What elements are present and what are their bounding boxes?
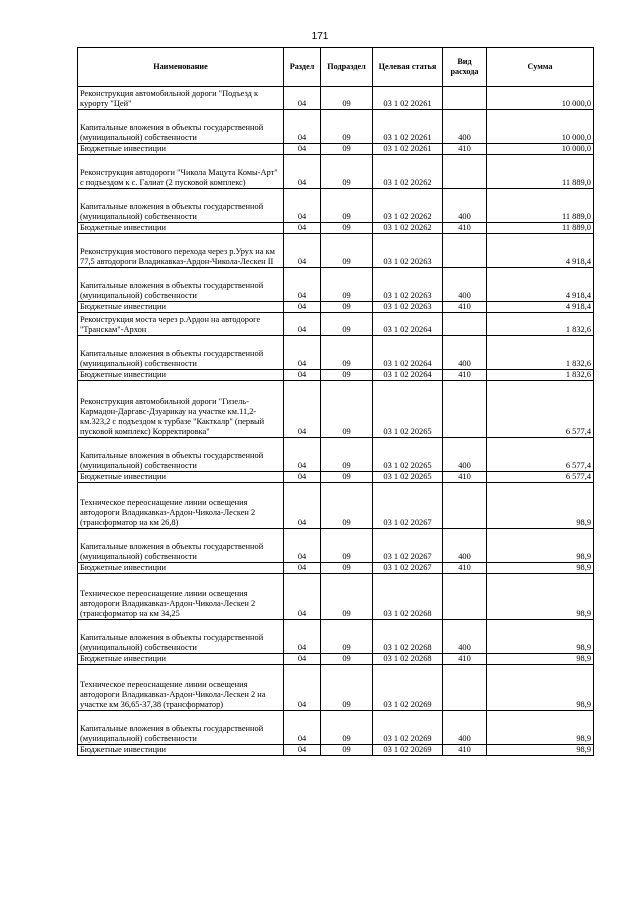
table-cell-target-item: 03 1 02 20265 [373, 438, 443, 472]
table-cell-amount: 6 577,4 [487, 438, 594, 472]
table-cell-name: Капитальные вложения в объекты государственной (муниципальной) собственности [78, 268, 284, 302]
table-cell-target-item: 03 1 02 20268 [373, 620, 443, 654]
table-cell-expense-type: 410 [443, 654, 487, 665]
table-cell-name: Капитальные вложения в объекты государственной (муниципальной) собственности [78, 336, 284, 370]
table-cell-name: Бюджетные инвестиции [78, 144, 284, 155]
table-row [78, 313, 594, 336]
table-cell-subsection: 09 [321, 620, 373, 654]
table-row [78, 370, 594, 381]
table-cell-section: 04 [284, 144, 321, 155]
col-header-name: Наименование [78, 48, 284, 87]
table-cell-section: 04 [284, 620, 321, 654]
table-cell-name: Капитальные вложения в объекты государственной (муниципальной) собственности [78, 529, 284, 563]
table-row [78, 223, 594, 234]
table-cell-expense-type [443, 381, 487, 438]
table-cell-subsection: 09 [321, 234, 373, 268]
table-cell-target-item: 03 1 02 20264 [373, 370, 443, 381]
table-cell-expense-type: 400 [443, 529, 487, 563]
table-cell-section: 04 [284, 189, 321, 223]
table-row [78, 711, 594, 745]
table-cell-target-item: 03 1 02 20262 [373, 189, 443, 223]
table-header-row [78, 48, 594, 87]
col-header-section: Раздел [284, 48, 321, 87]
table-cell-name: Техническое переоснащение линии освещения автодороги Владикавказ-Ардон-Чикола-Лескен 2 на участке км 36,65-37,38 (трансформатор) [78, 665, 284, 711]
table-cell-expense-type: 410 [443, 563, 487, 574]
table-cell-amount: 1 832,6 [487, 313, 594, 336]
table-cell-expense-type: 400 [443, 189, 487, 223]
table-cell-expense-type [443, 234, 487, 268]
table-cell-section: 04 [284, 563, 321, 574]
table-cell-target-item: 03 1 02 20269 [373, 711, 443, 745]
table-cell-expense-type: 400 [443, 711, 487, 745]
table-cell-section: 04 [284, 381, 321, 438]
table-cell-expense-type [443, 155, 487, 189]
table-cell-target-item: 03 1 02 20262 [373, 223, 443, 234]
table-row [78, 144, 594, 155]
table-cell-target-item: 03 1 02 20261 [373, 87, 443, 110]
table-cell-name: Бюджетные инвестиции [78, 302, 284, 313]
table-cell-amount: 10 000,0 [487, 110, 594, 144]
table-row [78, 438, 594, 472]
table-cell-amount: 1 832,6 [487, 370, 594, 381]
table-cell-target-item: 03 1 02 20261 [373, 110, 443, 144]
table-cell-target-item: 03 1 02 20263 [373, 268, 443, 302]
table-cell-target-item: 03 1 02 20268 [373, 654, 443, 665]
table-cell-expense-type: 410 [443, 144, 487, 155]
table-cell-name: Техническое переоснащение линии освещения автодороги Владикавказ-Ардон-Чикола-Лескен 2 (трансформатор на км 34,25 [78, 574, 284, 620]
table-cell-expense-type: 410 [443, 370, 487, 381]
table-cell-expense-type [443, 483, 487, 529]
table-cell-name: Капитальные вложения в объекты государственной (муниципальной) собственности [78, 438, 284, 472]
table-cell-subsection: 09 [321, 665, 373, 711]
table-row [78, 654, 594, 665]
col-header-expense-type: Вид расхода [443, 48, 487, 87]
table-cell-section: 04 [284, 370, 321, 381]
table-cell-subsection: 09 [321, 745, 373, 756]
table-cell-name: Реконструкция автомобильной дороги "Подъезд к курорту "Цей" [78, 87, 284, 110]
table-cell-target-item: 03 1 02 20269 [373, 745, 443, 756]
table-cell-subsection: 09 [321, 336, 373, 370]
table-cell-subsection: 09 [321, 563, 373, 574]
table-cell-amount: 98,9 [487, 483, 594, 529]
table-cell-section: 04 [284, 654, 321, 665]
table-cell-section: 04 [284, 472, 321, 483]
table-cell-target-item: 03 1 02 20264 [373, 313, 443, 336]
table-cell-amount: 98,9 [487, 563, 594, 574]
table-row [78, 665, 594, 711]
table-cell-subsection: 09 [321, 438, 373, 472]
table-cell-subsection: 09 [321, 87, 373, 110]
table-cell-name: Бюджетные инвестиции [78, 563, 284, 574]
table-cell-amount: 4 918,4 [487, 268, 594, 302]
table-cell-expense-type: 400 [443, 438, 487, 472]
table-cell-name: Реконструкция моста через р.Ардон на автодороге "Транскам"-Архон [78, 313, 284, 336]
table-cell-name: Капитальные вложения в объекты государственной (муниципальной) собственности [78, 620, 284, 654]
table-row [78, 155, 594, 189]
table-row [78, 620, 594, 654]
table-cell-amount: 1 832,6 [487, 336, 594, 370]
table-cell-expense-type: 410 [443, 745, 487, 756]
table-cell-amount: 11 889,0 [487, 189, 594, 223]
table-cell-amount: 98,9 [487, 620, 594, 654]
table-cell-name: Реконструкция мостового перехода через р.Урух на км 77,5 автодороги Владикавказ-Ардон-Чикола-Лескен II [78, 234, 284, 268]
table-cell-amount: 98,9 [487, 529, 594, 563]
table-cell-target-item: 03 1 02 20267 [373, 563, 443, 574]
table-cell-name: Реконструкция автомобильной дороги "Гизель-Кармадон-Даргавс-Дзуарикау на участке км.11,2-км.323,2 с подъездом к турбазе "Какткалр" (первый пусковой комплекс) Корректировка" [78, 381, 284, 438]
table-cell-section: 04 [284, 745, 321, 756]
table-row [78, 302, 594, 313]
table-cell-name: Бюджетные инвестиции [78, 472, 284, 483]
table-cell-subsection: 09 [321, 110, 373, 144]
table-cell-target-item: 03 1 02 20264 [373, 336, 443, 370]
table-cell-name: Капитальные вложения в объекты государственной (муниципальной) собственности [78, 711, 284, 745]
table-cell-amount: 98,9 [487, 574, 594, 620]
table-cell-section: 04 [284, 313, 321, 336]
table-cell-subsection: 09 [321, 483, 373, 529]
table-cell-expense-type [443, 87, 487, 110]
table-cell-subsection: 09 [321, 654, 373, 665]
table-row [78, 87, 594, 110]
col-header-target-item: Целевая статья [373, 48, 443, 87]
table-row [78, 381, 594, 438]
table-row [78, 268, 594, 302]
table-cell-target-item: 03 1 02 20269 [373, 665, 443, 711]
table-cell-section: 04 [284, 110, 321, 144]
table-cell-target-item: 03 1 02 20267 [373, 529, 443, 563]
table-cell-amount: 98,9 [487, 654, 594, 665]
table-cell-amount: 11 889,0 [487, 223, 594, 234]
table-cell-section: 04 [284, 268, 321, 302]
table-cell-section: 04 [284, 155, 321, 189]
table-cell-expense-type [443, 665, 487, 711]
table-cell-amount: 98,9 [487, 665, 594, 711]
table-cell-target-item: 03 1 02 20265 [373, 381, 443, 438]
table-cell-section: 04 [284, 234, 321, 268]
table-cell-section: 04 [284, 87, 321, 110]
table-cell-target-item: 03 1 02 20267 [373, 483, 443, 529]
table-row [78, 234, 594, 268]
table-cell-section: 04 [284, 223, 321, 234]
table-cell-expense-type [443, 574, 487, 620]
table-row [78, 529, 594, 563]
col-header-subsection: Подраздел [321, 48, 373, 87]
budget-table [77, 47, 594, 756]
table-cell-subsection: 09 [321, 711, 373, 745]
table-cell-name: Бюджетные инвестиции [78, 370, 284, 381]
table-cell-subsection: 09 [321, 302, 373, 313]
table-cell-expense-type [443, 313, 487, 336]
table-cell-section: 04 [284, 483, 321, 529]
table-cell-subsection: 09 [321, 370, 373, 381]
table-cell-expense-type: 400 [443, 110, 487, 144]
page-number: 171 [311, 31, 329, 42]
table-cell-name: Техническое переоснащение линии освещения автодороги Владикавказ-Ардон-Чикола-Лескен 2 (трансформатор на км 26,8) [78, 483, 284, 529]
table-cell-target-item: 03 1 02 20261 [373, 144, 443, 155]
table-cell-expense-type: 410 [443, 223, 487, 234]
table-cell-name: Капитальные вложения в объекты государственной (муниципальной) собственности [78, 189, 284, 223]
table-cell-amount: 98,9 [487, 745, 594, 756]
table-cell-section: 04 [284, 529, 321, 563]
table-cell-expense-type: 400 [443, 268, 487, 302]
table-cell-amount: 10 000,0 [487, 144, 594, 155]
table-cell-name: Реконструкция автодороги "Чикола Мацута Комы-Арт" с подъездом к с. Галиат (2 пусковой комплекс) [78, 155, 284, 189]
table-cell-section: 04 [284, 665, 321, 711]
table-cell-expense-type: 400 [443, 620, 487, 654]
table-cell-target-item: 03 1 02 20265 [373, 472, 443, 483]
table-cell-name: Бюджетные инвестиции [78, 745, 284, 756]
table-cell-subsection: 09 [321, 313, 373, 336]
table-cell-name: Бюджетные инвестиции [78, 654, 284, 665]
table-cell-subsection: 09 [321, 144, 373, 155]
table-cell-amount: 6 577,4 [487, 472, 594, 483]
table-row [78, 336, 594, 370]
table-cell-target-item: 03 1 02 20262 [373, 155, 443, 189]
table-cell-target-item: 03 1 02 20263 [373, 302, 443, 313]
table-cell-subsection: 09 [321, 574, 373, 620]
table-row [78, 563, 594, 574]
table-cell-name: Бюджетные инвестиции [78, 223, 284, 234]
table-cell-subsection: 09 [321, 529, 373, 563]
table-cell-subsection: 09 [321, 472, 373, 483]
table-cell-section: 04 [284, 302, 321, 313]
table-cell-target-item: 03 1 02 20263 [373, 234, 443, 268]
table-cell-subsection: 09 [321, 223, 373, 234]
table-cell-section: 04 [284, 336, 321, 370]
table-cell-amount: 10 000,0 [487, 87, 594, 110]
table-cell-subsection: 09 [321, 189, 373, 223]
table-cell-subsection: 09 [321, 268, 373, 302]
table-cell-name: Капитальные вложения в объекты государственной (муниципальной) собственности [78, 110, 284, 144]
table-cell-amount: 6 577,4 [487, 381, 594, 438]
table-cell-amount: 4 918,4 [487, 302, 594, 313]
table-row [78, 745, 594, 756]
table-cell-amount: 98,9 [487, 711, 594, 745]
table-cell-target-item: 03 1 02 20268 [373, 574, 443, 620]
table-cell-section: 04 [284, 574, 321, 620]
table-row [78, 483, 594, 529]
table-cell-expense-type: 400 [443, 336, 487, 370]
table-cell-amount: 4 918,4 [487, 234, 594, 268]
table-row [78, 110, 594, 144]
table-row [78, 574, 594, 620]
table-cell-subsection: 09 [321, 155, 373, 189]
table-row [78, 472, 594, 483]
table-cell-expense-type: 410 [443, 472, 487, 483]
table-row [78, 189, 594, 223]
table-cell-expense-type: 410 [443, 302, 487, 313]
table-cell-section: 04 [284, 711, 321, 745]
table-cell-subsection: 09 [321, 381, 373, 438]
col-header-amount: Сумма [487, 48, 594, 87]
table-cell-section: 04 [284, 438, 321, 472]
table-cell-amount: 11 889,0 [487, 155, 594, 189]
